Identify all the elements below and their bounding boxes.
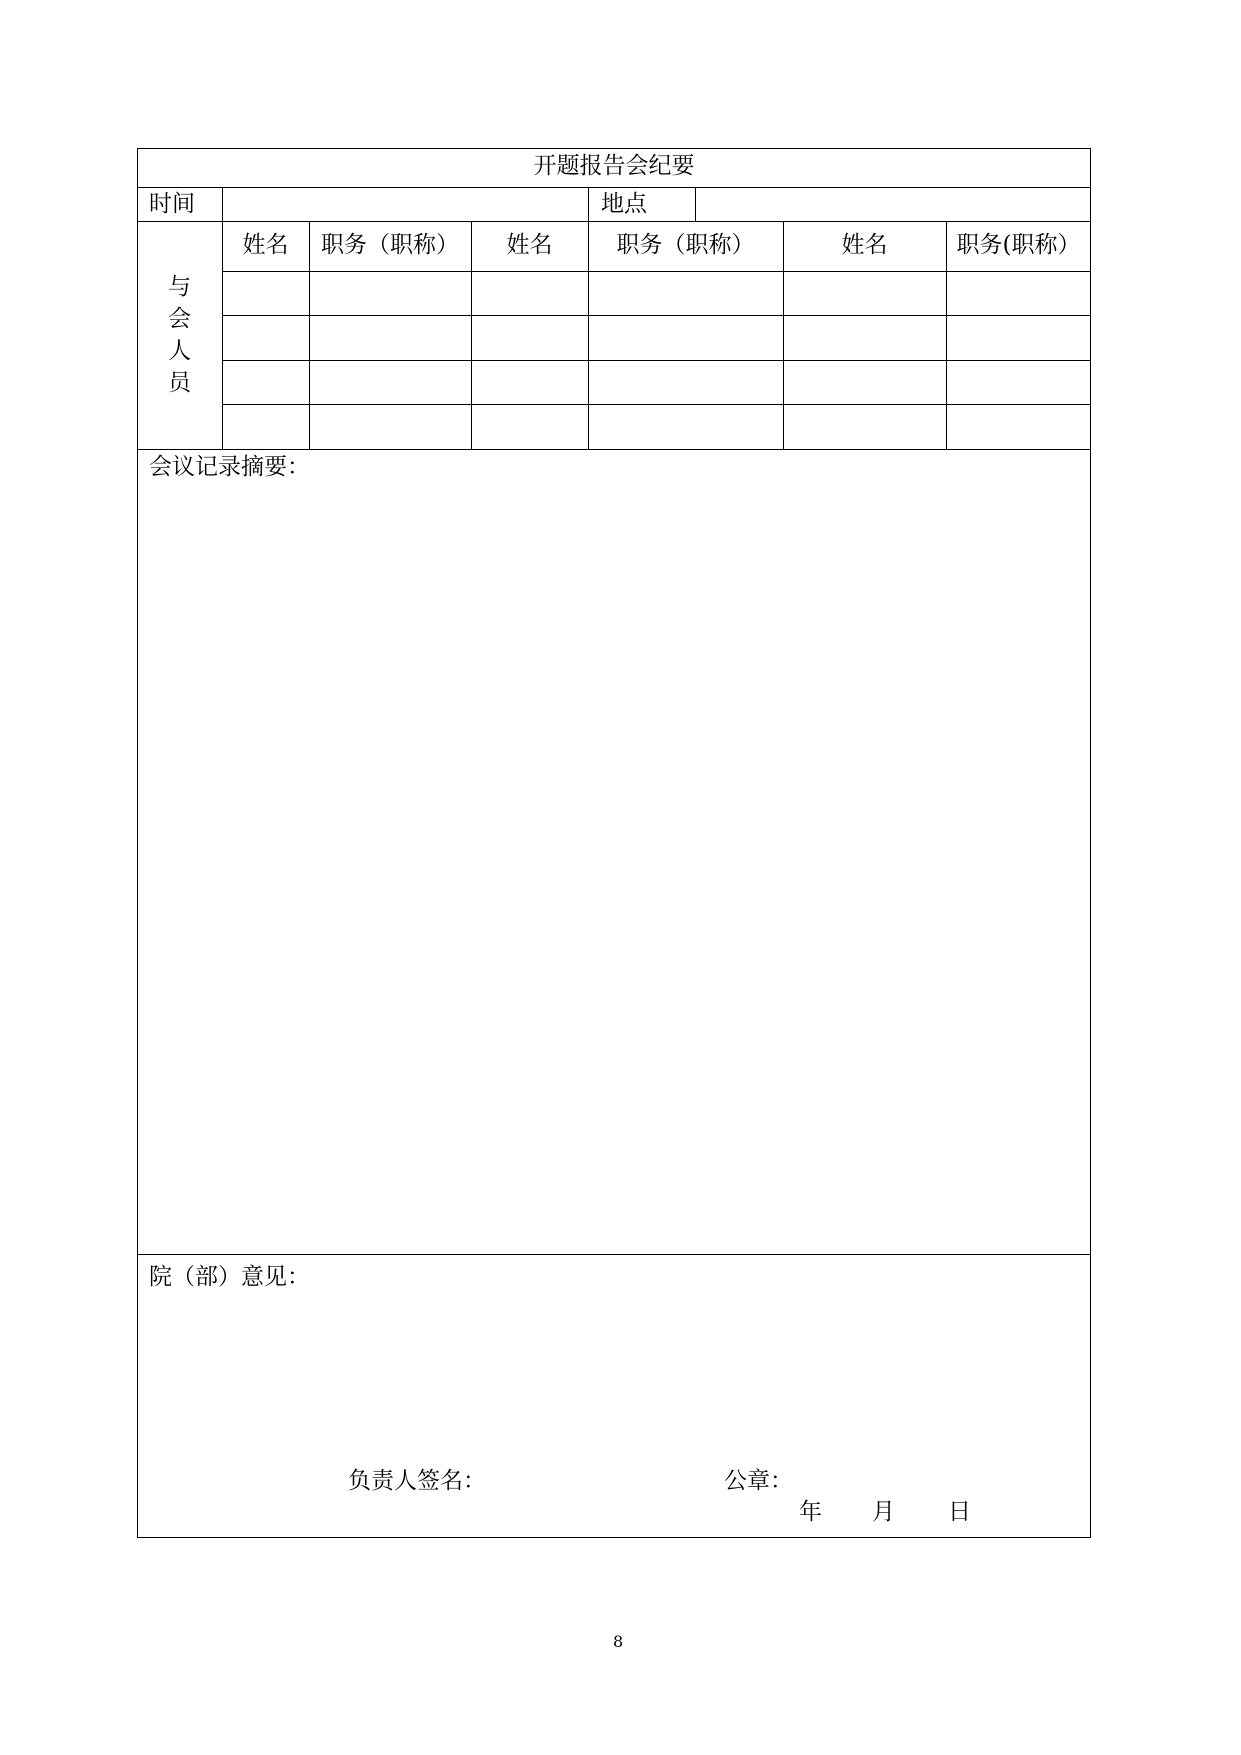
place-label-left-divider xyxy=(588,187,589,221)
attendees-label xyxy=(137,271,222,399)
header-name: 姓名 xyxy=(242,232,289,258)
attendee-row-divider xyxy=(222,404,1091,405)
attendee-row-divider xyxy=(222,360,1091,361)
date-year-label: 年 xyxy=(799,1499,822,1525)
date-day-label: 日 xyxy=(948,1499,971,1525)
signature-label: 负责人签名： xyxy=(348,1468,486,1494)
time-row-divider xyxy=(137,221,1091,222)
attendees-label-char: 人 xyxy=(168,338,191,364)
attendees-label-char: 会 xyxy=(168,306,191,332)
header-name: 姓名 xyxy=(506,232,553,258)
attendees-label-char: 与 xyxy=(168,274,191,300)
page-number: 8 xyxy=(613,1632,624,1651)
opinion-field[interactable] xyxy=(138,1295,1090,1465)
place-field[interactable] xyxy=(696,188,1090,220)
date-month-label: 月 xyxy=(872,1499,895,1525)
form-title: 开题报告会纪要 xyxy=(533,153,695,179)
seal-label: 公章： xyxy=(724,1468,793,1494)
attendee-row-divider xyxy=(222,315,1091,316)
minutes-label: 会议记录摘要： xyxy=(149,454,310,480)
minutes-field[interactable] xyxy=(138,485,1090,1253)
header-name: 姓名 xyxy=(841,232,888,258)
opinion-label: 院（部）意见： xyxy=(149,1264,310,1290)
place-label: 地点 xyxy=(601,191,647,217)
time-label: 时间 xyxy=(149,191,195,217)
attendees-section-divider xyxy=(137,449,1091,450)
minutes-section-divider xyxy=(137,1254,1091,1255)
time-field[interactable] xyxy=(223,188,587,220)
attendees-label-char: 员 xyxy=(168,370,191,396)
header-position: 职务(职称） xyxy=(956,232,1081,258)
attendee-header-divider xyxy=(222,271,1091,272)
header-position: 职务（职称） xyxy=(616,232,755,258)
time-label-divider xyxy=(222,187,223,449)
header-position: 职务（职称） xyxy=(321,232,459,258)
